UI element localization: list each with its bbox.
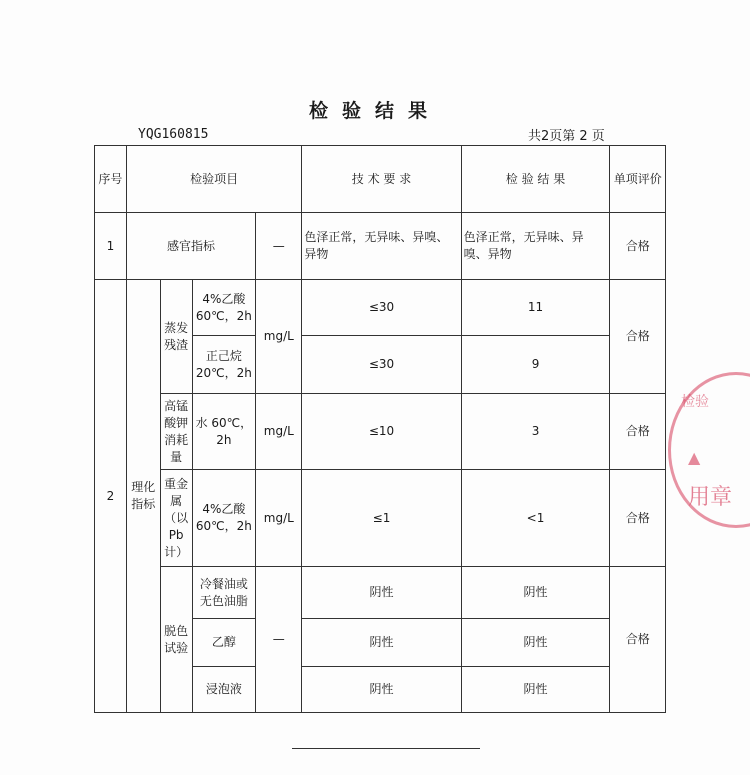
decolor-condition: 冷餐油或无色油脂	[192, 567, 256, 619]
decolor-result: 阴性	[461, 567, 610, 619]
kmno4-name: 高锰酸钾消耗量	[160, 394, 192, 470]
decolor-requirement: 阴性	[302, 619, 461, 667]
header-seq: 序号	[95, 146, 127, 213]
seal-star-icon: ▲	[688, 448, 701, 467]
seal-label: 用章	[688, 485, 733, 510]
header-eval: 单项评价	[610, 146, 666, 213]
table-row	[95, 394, 666, 470]
evap-condition: 4%乙酸 60℃，2h	[192, 280, 256, 336]
kmno4-requirement: ≤10	[302, 394, 461, 470]
table-row	[95, 470, 666, 567]
kmno4-eval: 合格	[610, 394, 666, 470]
evap-requirement: ≤30	[302, 280, 461, 336]
heavy-unit: mg/L	[256, 470, 302, 567]
heavy-requirement: ≤1	[302, 470, 461, 567]
decolor-eval: 合格	[610, 567, 666, 713]
row-result: 色泽正常，无异味、异嗅、异物	[461, 213, 610, 280]
row-requirement: 色泽正常，无异味、异嗅、异物	[302, 213, 461, 280]
row-seq: 2	[95, 280, 127, 713]
heavy-eval: 合格	[610, 470, 666, 567]
evap-name: 蒸发残渣	[160, 280, 192, 394]
heavy-name: 重金属（以Pb计）	[160, 470, 192, 567]
table-row	[95, 567, 666, 619]
page-title: 检验结果	[308, 100, 441, 122]
evap-result: 11	[461, 280, 610, 336]
decolor-unit: —	[256, 567, 302, 713]
kmno4-condition: 水 60℃，2h	[192, 394, 256, 470]
header-requirement: 技 术 要 求	[302, 146, 461, 213]
table-header-row	[95, 146, 666, 213]
footer-divider	[292, 748, 480, 749]
seal-text: 检验	[681, 394, 709, 410]
table-row	[95, 213, 666, 280]
decolor-requirement: 阴性	[302, 567, 461, 619]
official-seal	[668, 372, 750, 528]
decolor-result: 阴性	[461, 667, 610, 713]
evap-eval: 合格	[610, 280, 666, 394]
decolor-name: 脱色试验	[160, 567, 192, 713]
evap-condition: 正己烷 20℃，2h	[192, 336, 256, 394]
decolor-condition: 浸泡液	[192, 667, 256, 713]
heavy-result: <1	[461, 470, 610, 567]
evap-requirement: ≤30	[302, 336, 461, 394]
heavy-condition: 4%乙酸 60℃，2h	[192, 470, 256, 567]
evap-result: 9	[461, 336, 610, 394]
page-indicator: 共2页第 2 页	[528, 129, 605, 144]
evap-unit: mg/L	[256, 280, 302, 394]
kmno4-result: 3	[461, 394, 610, 470]
decolor-requirement: 阴性	[302, 667, 461, 713]
decolor-result: 阴性	[461, 619, 610, 667]
decolor-condition: 乙醇	[192, 619, 256, 667]
row-unit: —	[256, 213, 302, 280]
inspection-results-table	[94, 145, 666, 713]
row-eval: 合格	[610, 213, 666, 280]
table-row	[95, 280, 666, 336]
row-seq: 1	[95, 213, 127, 280]
row-item: 感官指标	[126, 213, 255, 280]
header-result: 检 验 结 果	[461, 146, 610, 213]
category-label: 理化指标	[126, 280, 160, 713]
report-number: YQG160815	[138, 127, 209, 142]
header-item: 检验项目	[126, 146, 302, 213]
kmno4-unit: mg/L	[256, 394, 302, 470]
